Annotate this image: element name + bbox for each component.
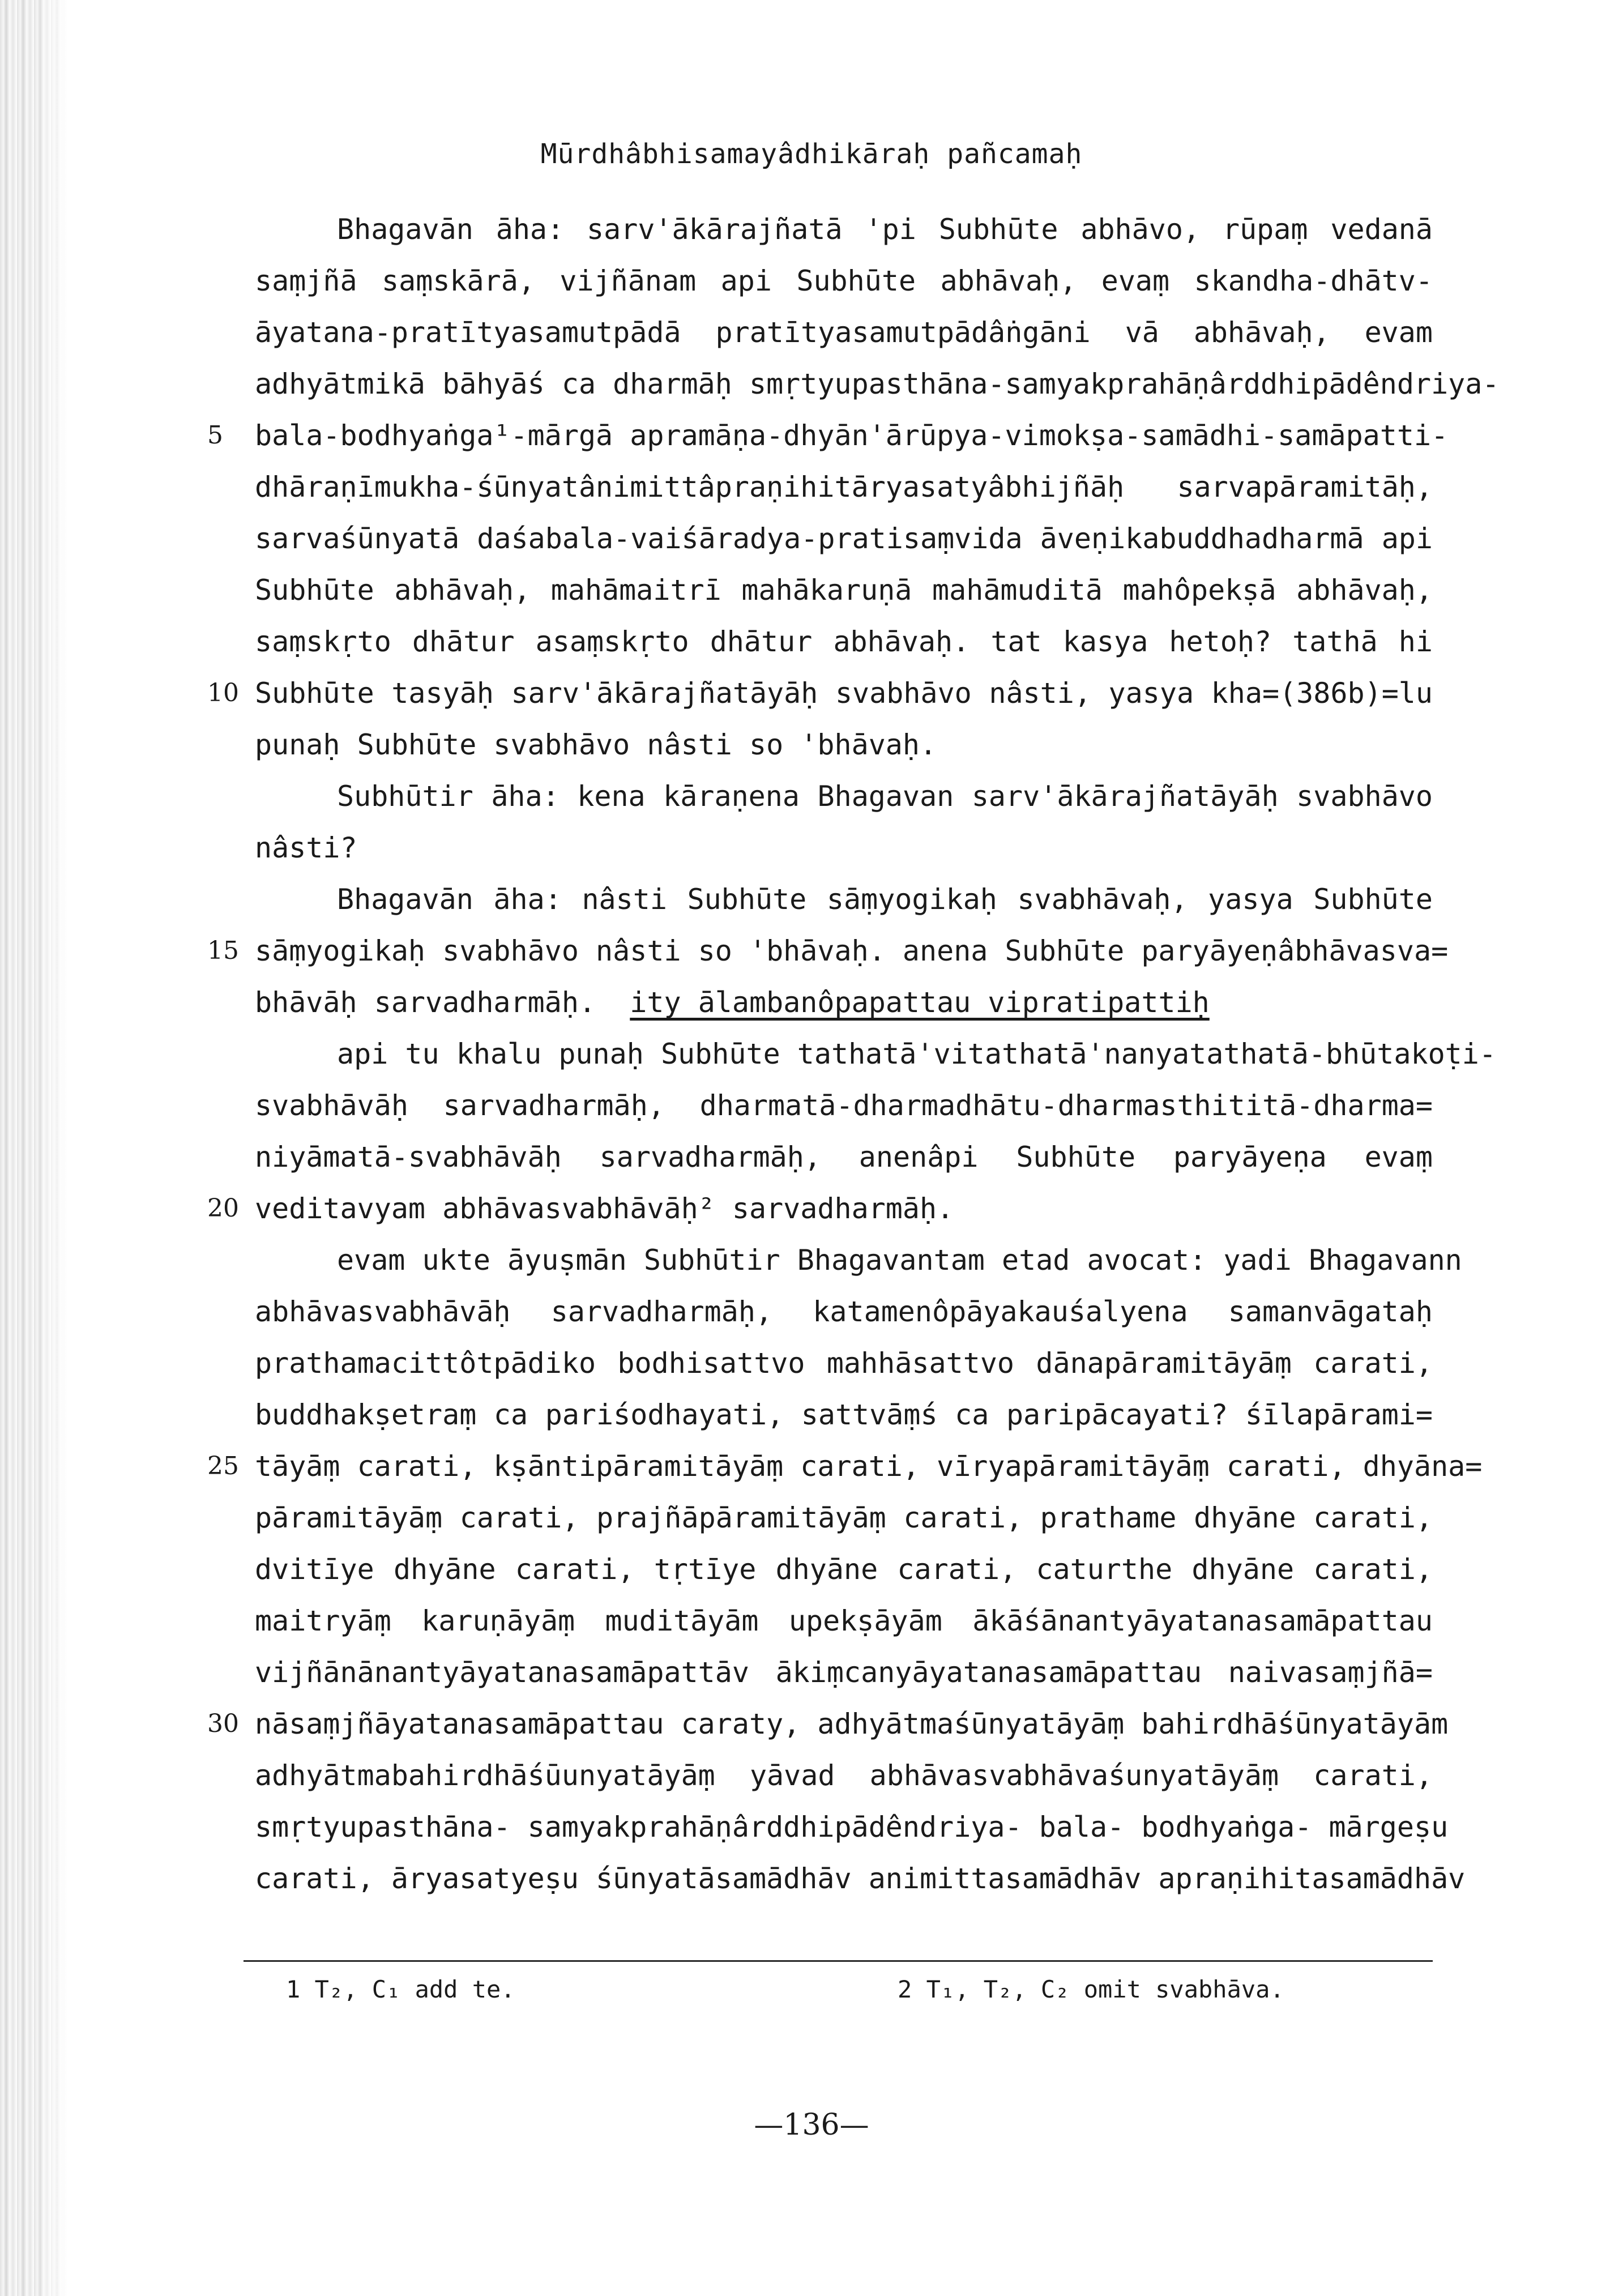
- text-line-20: veditavyam abhāvasvabhāvāḥ² sarvadharmāḥ.: [255, 1192, 954, 1225]
- text-line-8: Subhūte abhāvaḥ, mahāmaitrī mahākaruṇā mahāmuditā mahôpekṣā abhāvaḥ,: [255, 574, 1433, 607]
- text-line-16-start: bhāvāḥ sarvadharmāḥ.: [255, 986, 596, 1019]
- book-binding-shadow: [0, 0, 68, 2296]
- underlined-phrase: ity ālambanôpapattau vipratipattiḥ: [630, 986, 1210, 1019]
- text-line-18: svabhāvāḥ sarvadharmāḥ, dharmatā-dharmadhātu-dharmasthititā-dharma=: [255, 1089, 1433, 1122]
- text-line-29: vijñānānantyāyatanasamāpattāv ākiṃcanyāyatanasamāpattau naivasaṃjñā=: [255, 1656, 1433, 1689]
- page-number: —136—: [754, 2108, 869, 2142]
- line-number-30: 30: [207, 1709, 239, 1738]
- footnote-2: 2 T₁, T₂, C₂ omit svabhāva.: [898, 1975, 1284, 2003]
- text-line-25: tāyāṃ carati, kṣāntipāramitāyāṃ carati, vīryapāramitāyāṃ carati, dhyāna=: [255, 1450, 1483, 1483]
- text-line-4: adhyātmikā bāhyāś ca dharmāḥ smṛtyupasthāna-samyakprahāṇârddhipādêndriya-: [255, 368, 1500, 400]
- line-number-25: 25: [207, 1452, 239, 1480]
- text-line-7: sarvaśūnyatā daśabala-vaiśāradya-pratisaṃvida āveṇikabuddhadharmā api: [255, 522, 1433, 555]
- text-line-21: evam ukte āyuṣmān Subhūtir Bhagavantam etad avocat: yadi Bhagavann: [337, 1244, 1462, 1277]
- text-line-5: bala-bodhyaṅga¹-mārgā apramāṇa-dhyān'ārūpya-vimokṣa-samādhi-samāpatti-: [255, 419, 1449, 452]
- line-number-5: 5: [207, 421, 223, 450]
- text-line-15: sāṃyogikaḥ svabhāvo nâsti so 'bhāvaḥ. anena Subhūte paryāyeṇâbhāvasva=: [255, 934, 1449, 967]
- text-line-24: buddhakṣetraṃ ca pariśodhayati, sattvāṃś ca paripācayati? śīlapārami=: [255, 1398, 1433, 1431]
- text-line-17: api tu khalu punaḥ Subhūte tathatā'vitathatā'nanyatathatā-bhūtakoṭi-: [337, 1038, 1496, 1070]
- text-line-12: Subhūtir āha: kena kāraṇena Bhagavan sarv'ākārajñatāyāḥ svabhāvo: [337, 780, 1433, 813]
- text-line-11: punaḥ Subhūte svabhāvo nâsti so 'bhāvaḥ.: [255, 728, 937, 761]
- footnote-1: 1 T₂, C₁ add te.: [286, 1975, 515, 2003]
- text-line-28: maitryāṃ karuṇāyāṃ muditāyām upekṣāyām ākāśānantyāyatanasamāpattau: [255, 1604, 1433, 1637]
- text-line-6: dhāraṇīmukha-śūnyatânimittâpraṇihitāryasatyâbhijñāḥ sarvapāramitāḥ,: [255, 471, 1433, 503]
- line-number-10: 10: [207, 678, 239, 707]
- text-line-19: niyāmatā-svabhāvāḥ sarvadharmāḥ, anenâpi Subhūte paryāyeṇa evaṃ: [255, 1141, 1433, 1173]
- text-line-33: carati, āryasatyeṣu śūnyatāsamādhāv animittasamādhāv apraṇihitasamādhāv: [255, 1862, 1466, 1895]
- text-line-27: dvitīye dhyāne carati, tṛtīye dhyāne carati, caturthe dhyāne carati,: [255, 1553, 1433, 1586]
- text-line-9: saṃskṛto dhātur asaṃskṛto dhātur abhāvaḥ. tat kasya hetoḥ? tathā hi: [255, 625, 1433, 658]
- text-line-1: Bhagavān āha: sarv'ākārajñatā 'pi Subhūte abhāvo, rūpaṃ vedanā: [337, 213, 1433, 246]
- chapter-title: Mūrdhâbhisamayâdhikāraḥ pañcamaḥ: [540, 138, 1083, 170]
- text-line-3: āyatana-pratītyasamutpādā pratītyasamutpādâṅgāni vā abhāvaḥ, evam: [255, 316, 1433, 349]
- footnote-rule: [244, 1960, 1433, 1962]
- text-line-31: adhyātmabahirdhāśūunyatāyāṃ yāvad abhāvasvabhāvaśunyatāyāṃ carati,: [255, 1759, 1433, 1792]
- text-line-22: abhāvasvabhāvāḥ sarvadharmāḥ, katamenôpāyakauśalyena samanvāgataḥ: [255, 1295, 1433, 1328]
- text-line-32: smṛtyupasthāna- samyakprahāṇârddhipādêndriya- bala- bodhyaṅga- mārgeṣu: [255, 1811, 1449, 1843]
- text-line-23: prathamacittôtpādiko bodhisattvo mahhāsattvo dānapāramitāyāṃ carati,: [255, 1347, 1433, 1380]
- text-line-10: Subhūte tasyāḥ sarv'ākārajñatāyāḥ svabhāvo nâsti, yasya kha=(386b)=lu: [255, 677, 1433, 710]
- text-line-2: saṃjñā saṃskārā, vijñānam api Subhūte abhāvaḥ, evaṃ skandha-dhātv-: [255, 264, 1433, 297]
- text-line-26: pāramitāyāṃ carati, prajñāpāramitāyāṃ carati, prathame dhyāne carati,: [255, 1501, 1433, 1534]
- line-number-20: 20: [207, 1194, 239, 1223]
- text-line-30: nāsaṃjñāyatanasamāpattau caraty, adhyātmaśūnyatāyāṃ bahirdhāśūnyatāyām: [255, 1708, 1449, 1740]
- text-line-14: Bhagavān āha: nâsti Subhūte sāṃyogikaḥ svabhāvaḥ, yasya Subhūte: [337, 883, 1433, 916]
- text-line-13: nâsti?: [255, 831, 357, 864]
- line-number-15: 15: [207, 936, 239, 965]
- text-line-16: [255, 985, 1433, 1019]
